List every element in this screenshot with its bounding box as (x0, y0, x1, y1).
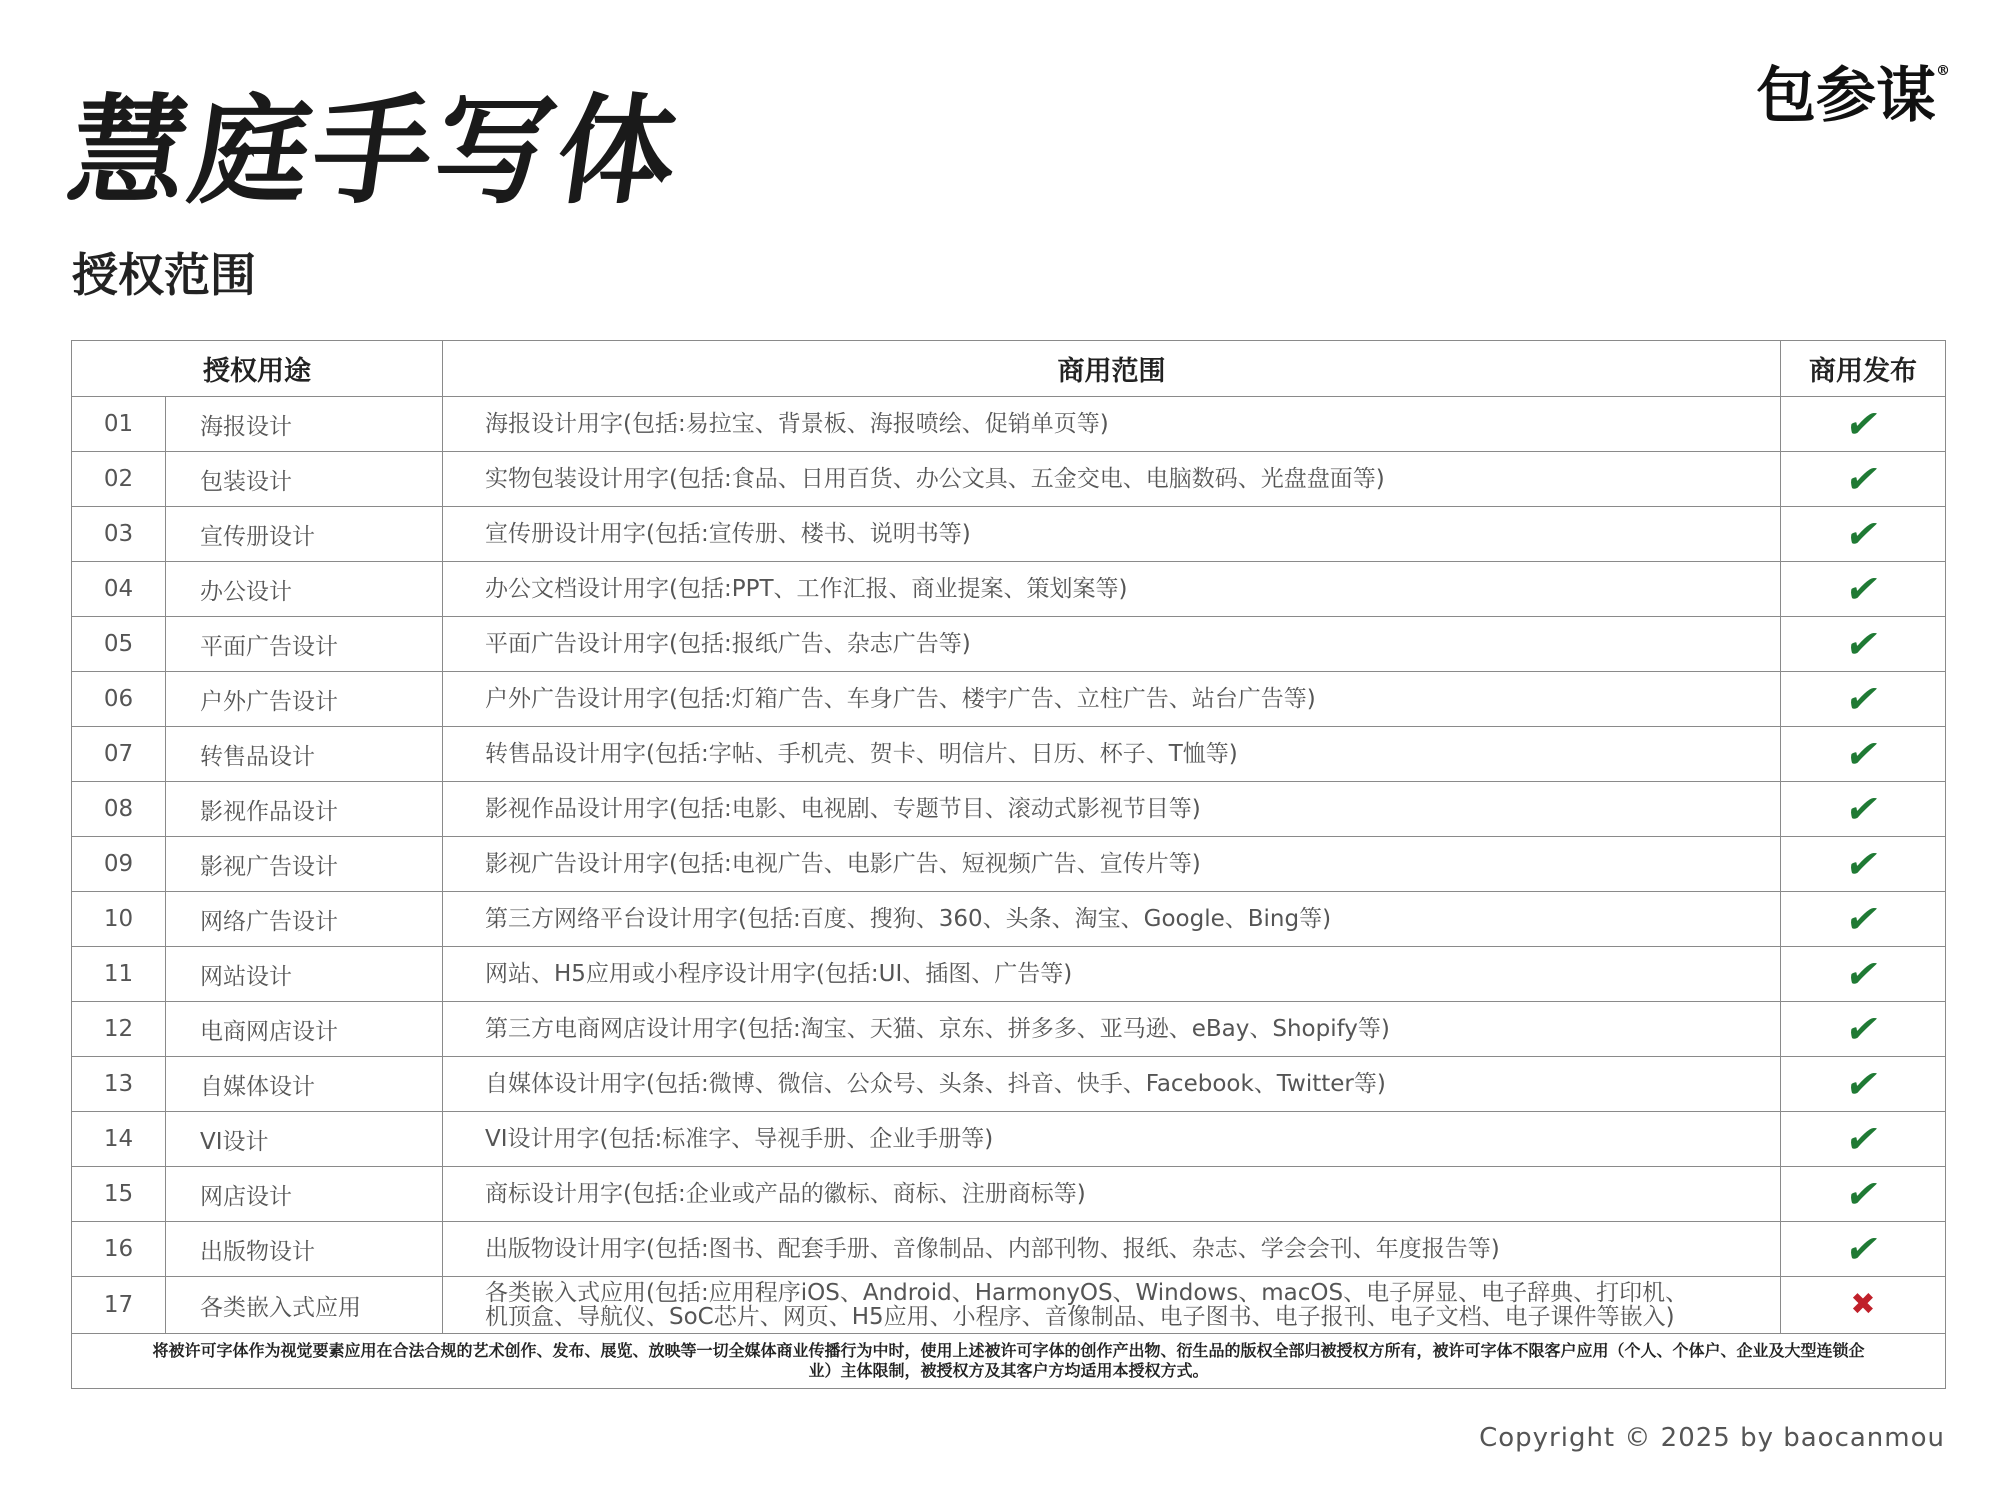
row-usage: 转售品设计 (166, 727, 443, 782)
table-row (72, 782, 1946, 837)
row-usage: 出版物设计 (166, 1222, 443, 1277)
row-number: 04 (72, 562, 166, 617)
row-publish-status (1781, 1222, 1946, 1277)
table-row (72, 947, 1946, 1002)
table-row (72, 892, 1946, 947)
table-row (72, 507, 1946, 562)
row-scope: 自媒体设计用字(包括:微博、微信、公众号、头条、抖音、快手、Facebook、Twitter等) (443, 1057, 1781, 1112)
footnote-text: 将被许可字体作为视觉要素应用在合法合规的艺术创作、发布、展览、放映等一切全媒体商业传播行为中时，使用上述被许可字体的创作产出物、衍生品的版权全部归被授权方所有，被许可字体不限客户应用（个人、个体户、企业及大型连锁企业）主体限制，被授权方及其客户方均适用本授权方式。 (72, 1334, 1946, 1389)
checkmark-icon: ✔ (1842, 567, 1884, 611)
table-row (72, 1057, 1946, 1112)
row-number: 15 (72, 1167, 166, 1222)
checkmark-icon: ✔ (1842, 732, 1884, 776)
row-number: 05 (72, 617, 166, 672)
row-scope: 网站、H5应用或小程序设计用字(包括:UI、插图、广告等) (443, 947, 1781, 1002)
row-publish-status (1781, 562, 1946, 617)
checkmark-icon: ✔ (1842, 842, 1884, 886)
row-usage: 各类嵌入式应用 (166, 1277, 443, 1334)
row-publish-status (1781, 837, 1946, 892)
checkmark-icon: ✔ (1842, 512, 1884, 556)
checkmark-icon: ✔ (1842, 457, 1884, 501)
row-scope: 平面广告设计用字(包括:报纸广告、杂志广告等) (443, 617, 1781, 672)
checkmark-icon: ✔ (1842, 1117, 1884, 1161)
table-row (72, 397, 1946, 452)
row-publish-status (1781, 892, 1946, 947)
row-scope: 海报设计用字(包括:易拉宝、背景板、海报喷绘、促销单页等) (443, 397, 1781, 452)
cross-icon: ✖ (1850, 1287, 1876, 1322)
row-publish-status (1781, 1167, 1946, 1222)
registered-mark: ® (1936, 63, 1950, 79)
row-publish-status (1781, 1112, 1946, 1167)
row-number: 16 (72, 1222, 166, 1277)
row-usage: 电商网店设计 (166, 1002, 443, 1057)
row-publish-status (1781, 782, 1946, 837)
header-scope: 商用范围 (443, 341, 1781, 397)
row-scope: 第三方电商网店设计用字(包括:淘宝、天猫、京东、拼多多、亚马逊、eBay、Shopify等) (443, 1002, 1781, 1057)
row-usage: VI设计 (166, 1112, 443, 1167)
header-usage: 授权用途 (72, 341, 443, 397)
row-usage: 办公设计 (166, 562, 443, 617)
row-usage: 网站设计 (166, 947, 443, 1002)
table-row (72, 727, 1946, 782)
row-scope: 影视作品设计用字(包括:电影、电视剧、专题节目、滚动式影视节目等) (443, 782, 1781, 837)
table-row (72, 1002, 1946, 1057)
checkmark-icon: ✔ (1842, 952, 1884, 996)
row-usage: 影视作品设计 (166, 782, 443, 837)
row-scope: 实物包装设计用字(包括:食品、日用百货、办公文具、五金交电、电脑数码、光盘盘面等) (443, 452, 1781, 507)
row-scope: 影视广告设计用字(包括:电视广告、电影广告、短视频广告、宣传片等) (443, 837, 1781, 892)
table-row (72, 452, 1946, 507)
table-body (72, 397, 1946, 1334)
row-number: 10 (72, 892, 166, 947)
row-publish-status (1781, 1057, 1946, 1112)
table-row (72, 837, 1946, 892)
checkmark-icon: ✔ (1842, 1062, 1884, 1106)
row-number: 02 (72, 452, 166, 507)
brand-logo (1756, 61, 1950, 131)
row-number: 11 (72, 947, 166, 1002)
row-scope: 出版物设计用字(包括:图书、配套手册、音像制品、内部刊物、报纸、杂志、学会会刊、年度报告等) (443, 1222, 1781, 1277)
font-name-title: 慧庭手写体 (60, 81, 690, 220)
license-table (71, 340, 1946, 1389)
row-publish-status (1781, 1002, 1946, 1057)
row-usage: 自媒体设计 (166, 1057, 443, 1112)
table-row (72, 1167, 1946, 1222)
row-number: 13 (72, 1057, 166, 1112)
row-publish-status (1781, 672, 1946, 727)
row-usage: 包装设计 (166, 452, 443, 507)
section-title: 授权范围 (72, 248, 256, 302)
row-number: 03 (72, 507, 166, 562)
header-publish: 商用发布 (1781, 341, 1946, 397)
row-number: 14 (72, 1112, 166, 1167)
row-number: 09 (72, 837, 166, 892)
row-publish-status (1781, 727, 1946, 782)
row-scope: 第三方网络平台设计用字(包括:百度、搜狗、360、头条、淘宝、Google、Bing等) (443, 892, 1781, 947)
checkmark-icon: ✔ (1842, 787, 1884, 831)
table-row (72, 1112, 1946, 1167)
row-scope: 各类嵌入式应用(包括:应用程序iOS、Android、HarmonyOS、Windows、macOS、电子屏显、电子辞典、打印机、机顶盒、导航仪、SoC芯片、网页、H5应用、小程序、音像制品、电子图书、电子报刊、电子文档、电子课件等嵌入) (443, 1277, 1781, 1334)
table-header-row (72, 341, 1946, 397)
row-scope: 商标设计用字(包括:企业或产品的徽标、商标、注册商标等) (443, 1167, 1781, 1222)
row-number: 06 (72, 672, 166, 727)
row-usage: 户外广告设计 (166, 672, 443, 727)
table-row (72, 1277, 1946, 1334)
checkmark-icon: ✔ (1842, 402, 1884, 446)
footnote-row (72, 1334, 1946, 1389)
table-row (72, 672, 1946, 727)
row-usage: 网络广告设计 (166, 892, 443, 947)
table-row (72, 617, 1946, 672)
row-number: 01 (72, 397, 166, 452)
row-scope: 户外广告设计用字(包括:灯箱广告、车身广告、楼宇广告、立柱广告、站台广告等) (443, 672, 1781, 727)
row-publish-status (1781, 947, 1946, 1002)
row-publish-status (1781, 397, 1946, 452)
row-usage: 影视广告设计 (166, 837, 443, 892)
row-publish-status (1781, 1277, 1946, 1334)
row-usage: 宣传册设计 (166, 507, 443, 562)
brand-name: 包参谋 (1756, 61, 1936, 131)
row-number: 17 (72, 1277, 166, 1334)
row-scope: 转售品设计用字(包括:字帖、手机壳、贺卡、明信片、日历、杯子、T恤等) (443, 727, 1781, 782)
copyright-text: Copyright © 2025 by baocanmou (1479, 1423, 1945, 1453)
row-usage: 网店设计 (166, 1167, 443, 1222)
row-scope: 办公文档设计用字(包括:PPT、工作汇报、商业提案、策划案等) (443, 562, 1781, 617)
row-scope: VI设计用字(包括:标准字、导视手册、企业手册等) (443, 1112, 1781, 1167)
checkmark-icon: ✔ (1842, 622, 1884, 666)
row-publish-status (1781, 617, 1946, 672)
checkmark-icon: ✔ (1842, 1172, 1884, 1216)
checkmark-icon: ✔ (1842, 897, 1884, 941)
table-row (72, 562, 1946, 617)
row-scope: 宣传册设计用字(包括:宣传册、楼书、说明书等) (443, 507, 1781, 562)
checkmark-icon: ✔ (1842, 1007, 1884, 1051)
row-number: 08 (72, 782, 166, 837)
row-usage: 平面广告设计 (166, 617, 443, 672)
row-publish-status (1781, 452, 1946, 507)
row-publish-status (1781, 507, 1946, 562)
checkmark-icon: ✔ (1842, 1227, 1884, 1271)
row-number: 12 (72, 1002, 166, 1057)
checkmark-icon: ✔ (1842, 677, 1884, 721)
table-row (72, 1222, 1946, 1277)
row-usage: 海报设计 (166, 397, 443, 452)
row-number: 07 (72, 727, 166, 782)
